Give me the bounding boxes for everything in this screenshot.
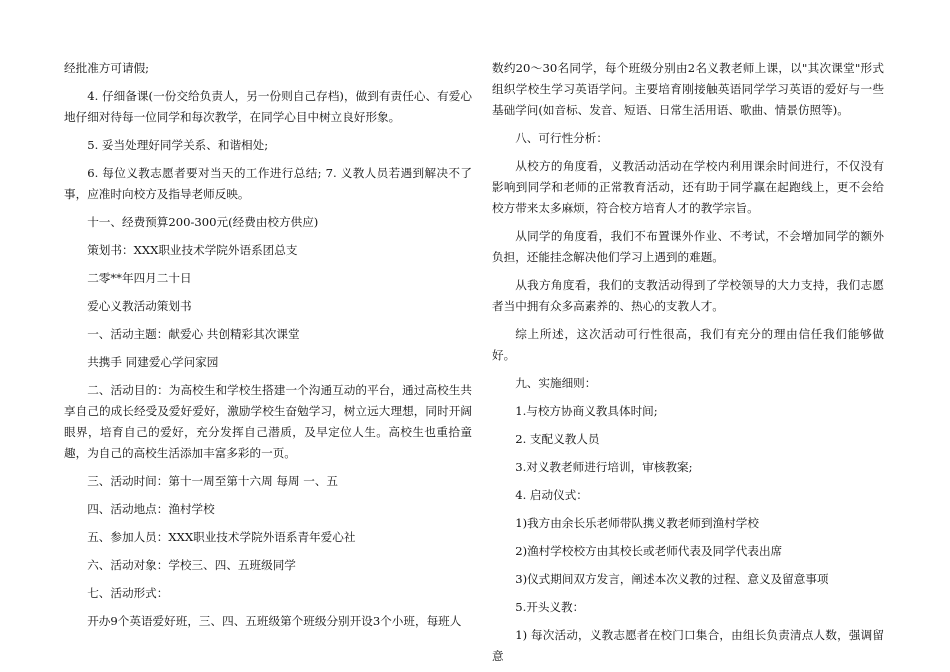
right-paragraph-13: 2)渔村学校校方由其校长或老师代表及同学代表出席 xyxy=(515,544,783,558)
left-text-column xyxy=(64,58,472,639)
left-paragraph-2: 4. 仔细备课(一份交给负责人，另一份则自己存档)，做到有责任心、有爱心地仔细对待每一位同学和每次教学，在同学心目中树立良好形象。 xyxy=(64,89,472,124)
left-paragraph-17: 开办9个英语爱好班，三、四、五班级第个班级分别开设3个小班，每班人 xyxy=(87,614,462,628)
right-paragraph-3: 从校方的角度看，义教活动活动在学校内利用课余时间进行，不仅没有影响到同学和老师的正常教育活动，还有助于同学赢在起跑线上，更不会给校方带来太多麻烦，符合校方培育人才的教学宗旨。 xyxy=(492,159,884,215)
right-paragraph-4: 从同学的角度看，我们不布置课外作业、不考试，不会增加同学的额外负担，还能挂念解决他们学习上遇到的难题。 xyxy=(492,229,884,264)
right-paragraph-14: 3)仪式期间双方发言，阐述本次义教的过程、意义及留意事项 xyxy=(515,572,829,586)
left-paragraph-16: 七、活动形式： xyxy=(87,586,169,600)
right-paragraph-2: 八、可行性分析： xyxy=(515,131,608,145)
right-paragraph-5: 从我方角度看，我们的支教活动得到了学校领导的大力支持，我们志愿者当中拥有众多高素养的、热心的支教人才。 xyxy=(492,278,884,313)
left-paragraph-6: 策划书：XXX职业技术学院外语系团总支 xyxy=(87,243,298,257)
left-paragraph-1: 经批准方可请假; xyxy=(64,61,150,75)
left-paragraph-5: 十一、经费预算200-300元(经费由校方供应) xyxy=(87,215,319,229)
left-paragraph-13: 四、活动地点：渔村学校 xyxy=(87,502,215,516)
right-paragraph-7: 九、实施细则： xyxy=(515,376,597,390)
left-paragraph-15: 六、活动对象：学校三、四、五班级同学 xyxy=(87,558,296,572)
right-paragraph-12: 1)我方由余长乐老师带队携义教老师到渔村学校 xyxy=(515,516,759,530)
right-paragraph-1: 数约20～30名同学，每个班级分别由2名义教老师上课，以"其次课堂"形式组织学校生学习英语学问。主要培育刚接触英语同学学习英语的爱好与一些基础学问(如音标、发音、短语、日常生活用语、歌曲、情景仿照等)。 xyxy=(492,61,884,117)
left-paragraph-8: 爱心义教活动策划书 xyxy=(87,299,192,313)
right-paragraph-8: 1.与校方协商义教具体时间; xyxy=(515,404,658,418)
left-paragraph-11: 二、活动目的：为高校生和学校生搭建一个沟通互动的平台，通过高校生共享自己的成长经受及爱好爱好，激励学校生奋勉学习，树立远大理想，同时开阔眼界，培育自己的爱好，充分发挥自己潜质，及早定位人生。高校生也重拾童趣，为自己的高校生活添加丰富多彩的一页。 xyxy=(64,383,472,460)
left-paragraph-12: 三、活动时间：第十一周至第十六周 每周 一、五 xyxy=(87,474,339,488)
right-paragraph-10: 3.对义教老师进行培训，审核教案; xyxy=(515,460,693,474)
right-paragraph-9: 2. 支配义教人员 xyxy=(515,432,600,446)
left-paragraph-10: 共携手 同建爱心学问家园 xyxy=(87,355,219,369)
right-paragraph-11: 4. 启动仪式： xyxy=(515,488,588,502)
left-paragraph-14: 五、参加人员：XXX职业技术学院外语系青年爱心社 xyxy=(87,530,356,544)
left-paragraph-7: 二零**年四月二十日 xyxy=(87,271,192,285)
left-paragraph-3: 5. 妥当处理好同学关系、和谐相处; xyxy=(87,138,269,152)
left-paragraph-9: 一、活动主题：献爱心 共创精彩其次课堂 xyxy=(87,327,300,341)
right-text-column xyxy=(492,58,884,672)
right-paragraph-6: 综上所述，这次活动可行性很高，我们有充分的理由信任我们能够做好。 xyxy=(492,327,884,362)
left-paragraph-4: 6. 每位义教志愿者要对当天的工作进行总结; 7. 义教人员若遇到解决不了事，应准时向校方及指导老师反映。 xyxy=(64,166,472,201)
right-paragraph-16: 1) 每次活动，义教志愿者在校门口集合，由组长负责清点人数，强调留意 xyxy=(492,628,884,663)
right-paragraph-15: 5.开头义教： xyxy=(515,600,585,614)
